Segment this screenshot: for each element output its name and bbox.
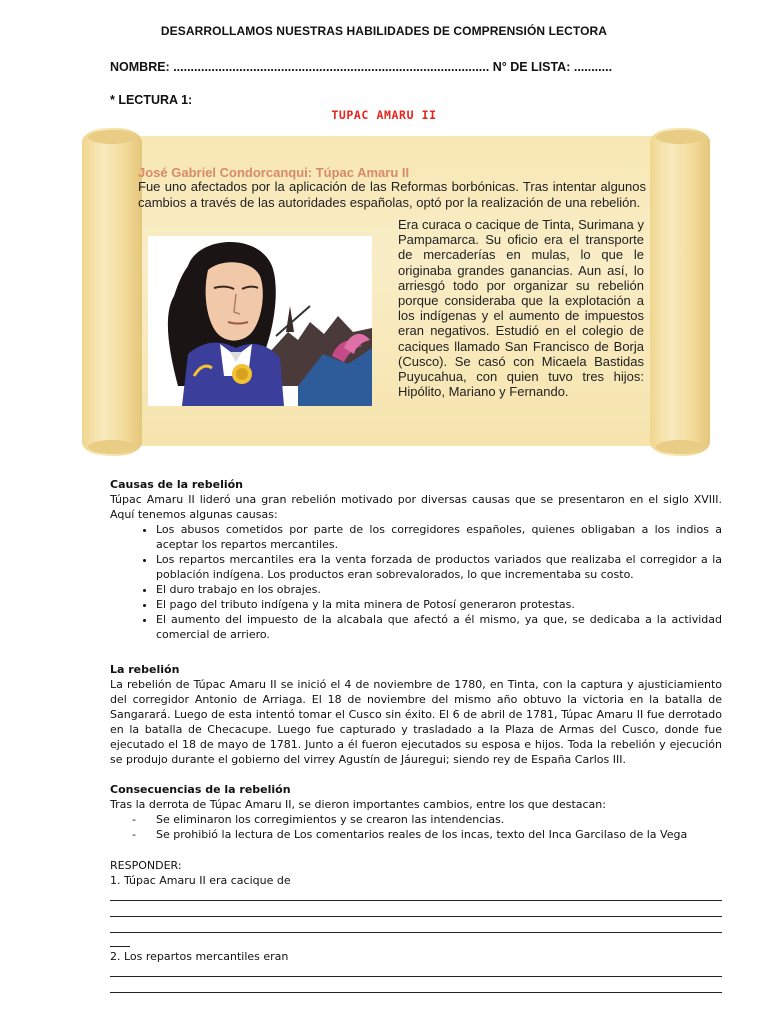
rebelion-section	[110, 662, 722, 767]
responder-heading: RESPONDER:	[110, 859, 182, 872]
answer-line[interactable]	[110, 976, 722, 977]
scroll-body-text: Era curaca o cacique de Tinta, Surimana y Pampamarca. Su oficio era el transporte de mercaderías en mulas, lo que le originaba grandes ganancias. Aun así, lo arriesgó todo por organizar su rebelión porque consideraba que la explotación a los indígenas y el aumento de impuestos eran negativos. Estudió en el colegio de caciques llamado San Francisco de Borja (Cusco). Se casó con Micaela Bastidas Puyucahua, con quien tuvo tres hijos: Hipólito, Mariano y Fernando.	[398, 217, 644, 400]
question-2-block	[110, 949, 722, 964]
parchment-scroll	[82, 128, 710, 458]
list-item: - Se prohibió la lectura de Los comentarios reales de los incas, texto del Inca Garcilaso de la Vega	[156, 827, 722, 842]
consecuencias-heading: Consecuencias de la rebelión	[110, 783, 291, 796]
causas-section	[110, 477, 722, 642]
causas-list	[110, 522, 722, 642]
scroll-heading: José Gabriel Condorcanqui: Túpac Amaru II	[138, 165, 410, 180]
scroll-intro-text: Fue uno afectados por la aplicación de las Reformas borbónicas. Tras intentar algunos cambios a través de las autoridades españolas, optó por la realización de una rebelión.	[138, 179, 646, 210]
consecuencias-list	[110, 812, 722, 842]
lectura-label: * LECTURA 1:	[110, 93, 193, 107]
tupac-amaru-portrait-illustration	[148, 236, 372, 406]
answer-line[interactable]	[110, 900, 722, 901]
worksheet-title: DESARROLLAMOS NUESTRAS HABILIDADES DE COMPRENSIÓN LECTORA	[160, 24, 608, 38]
consecuencias-section	[110, 782, 722, 842]
rebelion-heading: La rebelión	[110, 663, 180, 676]
list-item: • Los abusos cometidos por parte de los corregidores españoles, quienes obligaban a los indios a aceptar los repartos mercantiles.	[156, 522, 722, 552]
answer-line[interactable]	[110, 932, 722, 933]
rebelion-body: La rebelión de Túpac Amaru II se inició el 4 de noviembre de 1780, en Tinta, con la captura y ajusticiamiento del corregidor Antonio de Arriaga. El 18 de noviembre del mismo año obtuvo la victoria en la batalla de Sangarará. Luego de esta intentó tomar el Cusco sin éxito. El 6 de abril de 1781, Túpac Amaru II fue derrotado en la batalla de Checacupe. Luego fue capturado y trasladado a la Plaza de Armas del Cusco, donde fue ejecutado el 18 de mayo de 1781. Junto a él fueron ejecutados su esposa e hijos. Toda la rebelión y ejecución se produjo durante el gobierno del virrey Agustín de Jáuregui; siendo rey de España Carlos III.	[110, 678, 722, 766]
responder-section	[110, 858, 722, 888]
causas-intro: Túpac Amaru II lideró una gran rebelión motivado por diversas causas que se presentaron en el siglo XVIII. Aquí tenemos algunas causas:	[110, 493, 722, 521]
scroll-right-roll	[650, 128, 710, 456]
causas-heading: Causas de la rebelión	[110, 478, 244, 491]
list-item: • El pago del tributo indígena y la mita minera de Potosí generaron protestas.	[156, 597, 722, 612]
answer-line[interactable]	[110, 992, 722, 993]
answer-line[interactable]	[110, 916, 722, 917]
question-1: 1. Túpac Amaru II era cacique de	[110, 874, 291, 887]
answer-line-end	[110, 946, 130, 947]
list-item: - Se eliminaron los corregimientos y se crearon las intendencias.	[156, 812, 722, 827]
list-item: • Los repartos mercantiles era la venta forzada de productos variados que realizaba el corregidor a la población indígena. Los productos eran sobrevalorados, lo que incrementaba su costo.	[156, 552, 722, 582]
scroll-left-roll	[82, 128, 142, 456]
consecuencias-intro: Tras la derrota de Túpac Amaru II, se dieron importantes cambios, entre los que destacan:	[110, 798, 606, 811]
reading-title: TUPAC AMARU II	[331, 108, 437, 122]
name-and-list-number-line: NOMBRE: ........................................................................................... N° DE LISTA: ...........	[110, 60, 613, 74]
question-2: 2. Los repartos mercantiles eran	[110, 950, 289, 963]
list-item: • El aumento del impuesto de la alcabala que afectó a él mismo, ya que, se dedicaba a la actividad comercial de arriero.	[156, 612, 722, 642]
list-item: • El duro trabajo en los obrajes.	[156, 582, 722, 597]
